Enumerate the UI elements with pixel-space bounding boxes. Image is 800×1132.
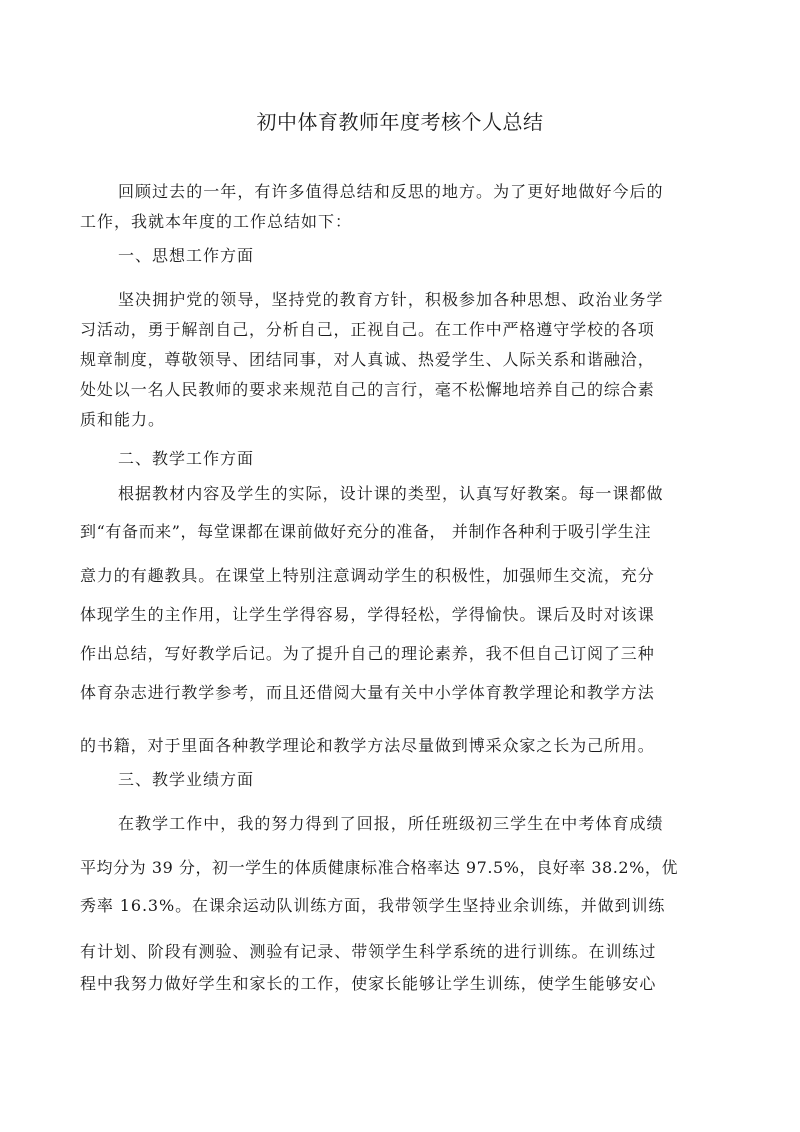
paragraph-line: 程中我努力做好学生和家长的工作，使家长能够让学生训练，使学生能够安心: [80, 974, 657, 993]
paragraph-line: 习活动，勇于解剖自己，分析自己，正视自己。在工作中严格遵守学校的各项: [80, 320, 655, 339]
paragraph-line: 质和能力。: [80, 410, 166, 429]
paragraph-line: 根据教材内容及学生的实际，设计课的类型，认真写好教案。每一课都做: [118, 484, 664, 503]
paragraph-line: 处处以一名人民教师的要求来规范自己的言行，毫不松懈地培养自己的综合素: [80, 380, 655, 399]
paragraph-line: 有计划、阶段有测验、测验有记录、带领学生科学系统的进行训练。在训练过: [80, 942, 657, 961]
paragraph-line: 规章制度，尊敬领导、团结同事，对人真诚、热爱学生、人际关系和谐融洽，: [80, 350, 655, 369]
paragraph-line: 作出总结，写好教学后记。为了提升自己的理论素养，我不但自己订阅了三种: [80, 644, 655, 663]
paragraph-line: 平均分为 39 分，初一学生的体质健康标准合格率达 97.5%，良好率 38.2%，优: [80, 858, 679, 877]
section-heading: 二、教学工作方面: [118, 449, 255, 468]
paragraph-line: 坚决拥护党的领导，坚持党的教育方针，积极参加各种思想、政治业务学: [118, 290, 664, 309]
document-title: 初中体育教师年度考核个人总结: [256, 110, 544, 134]
paragraph-line: 到“有备而来”，每堂课都在课前做好充分的准备， 并制作各种利于吸引学生注: [80, 522, 652, 541]
paragraph-line: 的书籍，对于里面各种教学理论和教学方法尽量做到博采众家之长为己所用。: [80, 736, 655, 755]
section-heading: 一、思想工作方面: [118, 246, 255, 265]
paragraph-line: 体现学生的主作用，让学生学得容易，学得轻松，学得愉快。课后及时对该课: [80, 605, 655, 624]
paragraph-line: 秀率 16.3%。在课余运动队训练方面，我带领学生坚持业余训练，并做到训练: [80, 896, 666, 915]
paragraph-line: 回顾过去的一年，有许多值得总结和反思的地方。为了更好地做好今后的: [118, 182, 664, 201]
paragraph-line: 体育杂志进行教学参考，而且还借阅大量有关中小学体育教学理论和教学方法: [80, 683, 655, 702]
paragraph-line: 在教学工作中，我的努力得到了回报，所任班级初三学生在中考体育成绩: [118, 814, 664, 833]
section-heading: 三、教学业绩方面: [118, 770, 255, 789]
paragraph-line: 意力的有趣教具。在课堂上特别注意调动学生的积极性，加强师生交流，充分: [80, 566, 655, 585]
paragraph-line: 工作，我就本年度的工作总结如下：: [80, 212, 353, 231]
